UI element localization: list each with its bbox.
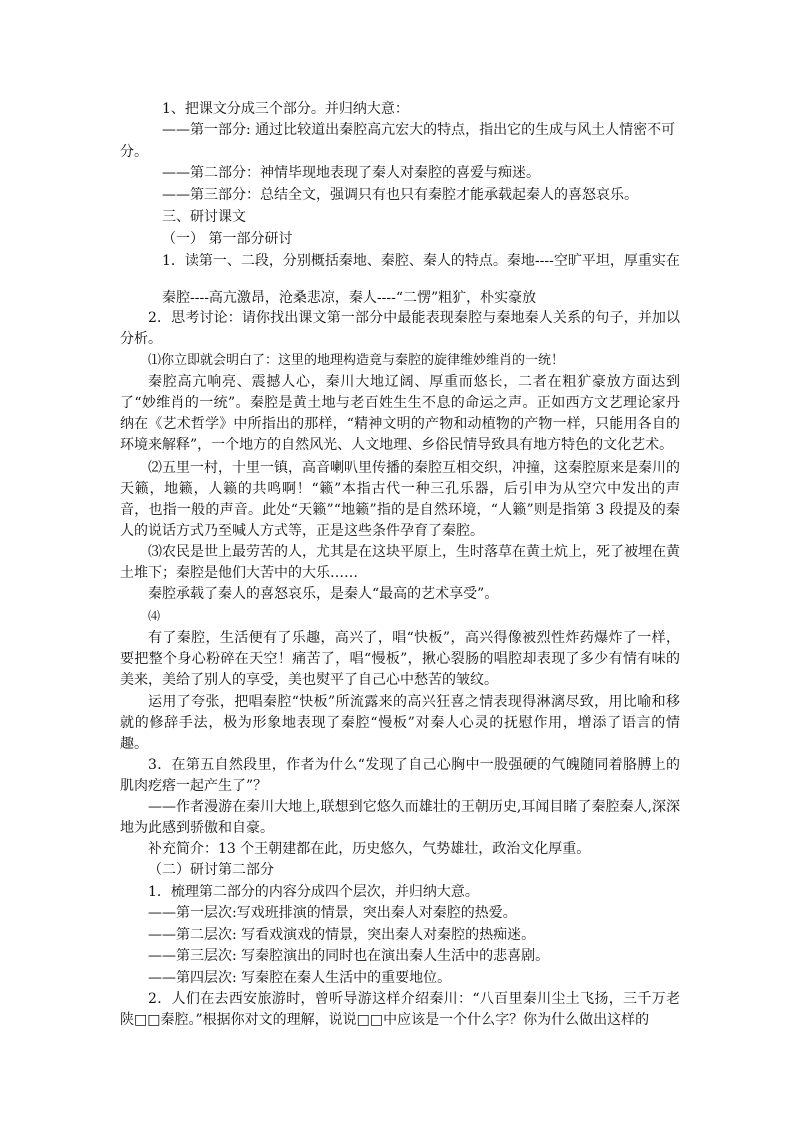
question-3-answer: ——作者漫游在秦川大地上,联想到它悠久而雄壮的王朝历史,耳闻目睹了秦腔秦人,深深地为此感到骄傲和自豪。 [120, 799, 680, 836]
analysis-3: 秦腔承载了秦人的喜怒哀乐，是秦人“最高的艺术享受”。 [148, 586, 499, 602]
question-5: 2．人们在去西安旅游时，曾听导游这样介绍秦川：“八百里秦川尘土飞扬，三千万老陕□□秦腔。”根据你对文的理解，说说□□中应该是一个什么字？你为什么做出这样的 [120, 991, 680, 1028]
analysis-2: ⑵五里一村，十里一镇，高音喇叭里传播的秦腔互相交织，冲撞，这秦腔原来是秦川的天籁，地籁，人籁的共鸣啊！“籁”本指古代一种三孔乐器，后引申为从空穴中发出的声音，也指一般的声音。此处“天籁”“地籁”指的是自然环境，“人籁”则是指第 3 段提及的秦人的说话方式乃至喊人方式等，正是这些条件孕育了秦腔。 [120, 460, 680, 539]
quote-4-marker: ⑷ [148, 609, 161, 623]
question-1: 1．读第一、二段，分别概括秦地、秦腔、秦人的特点。秦地----空旷平坦，厚重实在 [162, 253, 680, 269]
level-1: ——第一层次:写戏班排演的情景，突出秦人对秦腔的热爱。 [148, 905, 517, 921]
part3-summary: ——第三部分：总结全文，强调只有也只有秦腔才能承载起秦人的喜怒哀乐。 [162, 187, 638, 203]
level-4: ——第四层次: 写秦腔在秦人生活中的重要地位。 [148, 970, 452, 986]
part1-summary: ——第一部分: 通过比较道出秦腔高亢宏大的特点，指出它的生成与风土人情密不可 [162, 122, 676, 138]
quote-1: ⑴你立即就会明白了：这里的地理构造竟与秦腔的旋律维妙维肖的一统！ [148, 353, 565, 368]
subsection-heading: （二）研讨第二部分 [148, 862, 274, 878]
part1-summary-cont: 分。 [120, 144, 148, 160]
question-1-answer: 秦腔----高亢激昂，沧桑悲凉，秦人----“二愣”粗犷，朴实豪放 [162, 290, 537, 306]
subsection-heading: （一） 第一部分研讨 [162, 231, 293, 247]
section-heading: 1、把课文分成三个部分。并归纳大意： [162, 101, 409, 117]
analysis-4: 运用了夸张，把唱秦腔“快板”所流露来的高兴狂喜之情表现得淋漓尽致，用比喻和移就的修辞手法，极为形象地表现了秦腔“慢板”对秦人心灵的抚慰作用，增添了语言的情趣。 [120, 694, 680, 752]
quote-4: 有了秦腔，生活便有了乐趣，高兴了，唱“快板”，高兴得像被烈性炸药爆炸了一样，要把整个身心粉碎在天空！痛苦了，唱“慢板”，揪心裂肠的唱腔却表现了多少有情有味的美来，美给了别人的享受，美也熨平了自己心中愁苦的皱纹。 [120, 630, 680, 688]
question-3: 3．在第五自然段里，作者为什么“发现了自己心胸中一股强硬的气魄随同着胳膊上的肌肉疙瘩一起产生了”？ [120, 757, 680, 794]
analysis-1: 秦腔高亢响亮、震撼人心，秦川大地辽阔、厚重而悠长，二者在粗犷豪放方面达到了“妙维肖的一统”。秦腔是黄土地与老百姓生生不息的命运之声。正如西方文艺理论家丹纳在《艺术哲学》中所指出的那样，“精神文明的产物和动植物的产物一样，只能用各自的环境来解释”，一个地方的自然风光、人文地理、乡俗民情导致具有地方特色的文化艺术。 [120, 374, 680, 453]
question-2: 2．思考讨论：请你找出课文第一部分中最能表现秦腔与秦地秦人关系的句子，并加以分析。 [120, 310, 680, 347]
question-4: 1．梳理第二部分的内容分成四个层次，并归纳大意。 [148, 884, 479, 900]
section-heading: 三、研讨课文 [162, 209, 246, 225]
level-2: ——第二层次: 写看戏演戏的情景，突出秦人对秦腔的热痴迷。 [148, 927, 536, 943]
supplement: 补充简介：13 个王朝建都在此，历史悠久，气势雄壮，政治文化厚重。 [148, 841, 591, 857]
part2-summary: ——第二部分：神情毕现地表现了秦人对秦腔的喜爱与痴迷。 [162, 165, 540, 181]
level-3: ——第三层次: 写秦腔演出的同时也在演出秦人生活中的悲喜剧。 [148, 948, 550, 964]
quote-3: ⑶农民是世上最劳苦的人，尤其是在这块平原上，生时落草在黄土炕上，死了被埋在黄土堆下；秦腔是他们大苦中的大乐…… [120, 544, 680, 581]
